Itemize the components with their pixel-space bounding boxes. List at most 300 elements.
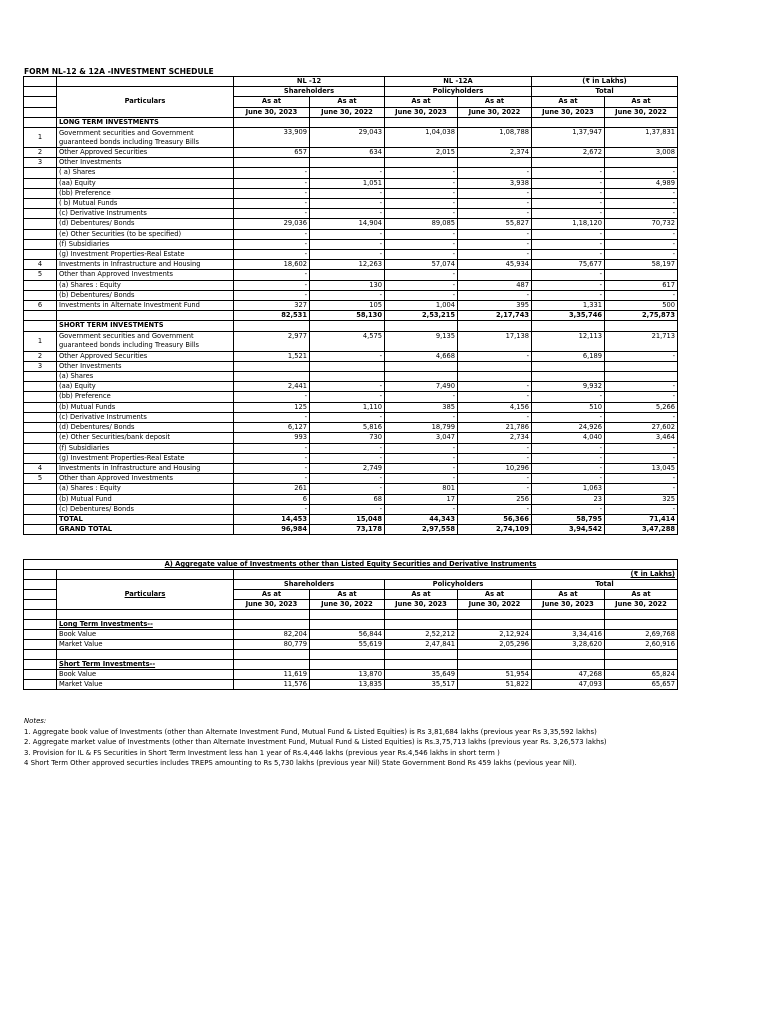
value-cell: 18,799 [385, 423, 458, 433]
value-cell: 105 [310, 301, 385, 311]
value-cell: 55,619 [310, 640, 385, 650]
value-cell [310, 117, 385, 127]
value-cell: 1,004 [385, 301, 458, 311]
row-number [24, 412, 57, 422]
value-cell: 634 [310, 148, 385, 158]
blank-cell [234, 660, 310, 670]
aggregate-value-table [23, 559, 678, 690]
table-row [24, 148, 678, 158]
aggregate-policyholders-header: Policyholders [385, 580, 532, 590]
row-number [24, 494, 57, 504]
value-cell: 510 [532, 402, 605, 412]
value-cell: - [310, 484, 385, 494]
value-cell: 2,015 [385, 148, 458, 158]
value-cell: 11,576 [234, 680, 310, 690]
value-cell: - [605, 412, 678, 422]
value-cell: 130 [310, 280, 385, 290]
value-cell: - [234, 290, 310, 300]
value-cell: 17 [385, 494, 458, 504]
value-cell: - [605, 209, 678, 219]
row-label: (b) Mutual Funds [57, 402, 234, 412]
col-date-2023: June 30, 2023 [234, 107, 310, 117]
blank-cell [458, 620, 532, 630]
value-cell: 35,649 [385, 670, 458, 680]
row-number [24, 250, 57, 260]
row-number [24, 117, 57, 127]
note-item: 3. Provision for IL & FS Securities in Short Term Investment less han 1 year of Rs.4,446 lakhs (previous year Rs.4,546 lakhs in short term ) [24, 748, 500, 757]
value-cell: - [458, 504, 532, 514]
col-asat: As at [385, 590, 458, 600]
value-cell: 13,045 [605, 463, 678, 473]
value-cell: 51,822 [458, 680, 532, 690]
value-cell: - [458, 168, 532, 178]
value-cell: 2,05,296 [458, 640, 532, 650]
value-cell: 35,517 [385, 680, 458, 690]
value-cell: 3,938 [458, 178, 532, 188]
value-cell: 5,266 [605, 402, 678, 412]
value-cell: - [605, 474, 678, 484]
value-cell: - [605, 443, 678, 453]
table-row [24, 311, 678, 321]
value-cell [234, 117, 310, 127]
value-cell: - [532, 199, 605, 209]
row-number [24, 392, 57, 402]
value-cell: 14,453 [234, 514, 310, 524]
col-asat: As at [234, 97, 310, 107]
value-cell [310, 158, 385, 168]
row-number: 4 [24, 260, 57, 270]
row-number [24, 321, 57, 331]
value-cell: - [385, 229, 458, 239]
value-cell: - [310, 209, 385, 219]
value-cell: - [458, 188, 532, 198]
value-cell [310, 270, 385, 280]
value-cell: - [385, 474, 458, 484]
value-cell: - [458, 209, 532, 219]
value-cell: 17,138 [458, 331, 532, 351]
value-cell: 71,414 [605, 514, 678, 524]
value-cell: - [385, 168, 458, 178]
blank-cell [234, 650, 310, 660]
value-cell: 3,94,542 [532, 525, 605, 535]
value-cell: 6 [234, 494, 310, 504]
value-cell: 44,343 [385, 514, 458, 524]
value-cell: 1,110 [310, 402, 385, 412]
value-cell: - [234, 270, 310, 280]
value-cell: 487 [458, 280, 532, 290]
row-number [24, 443, 57, 453]
value-cell: 6,189 [532, 351, 605, 361]
currency-header: (₹ in Lakhs) [532, 77, 678, 87]
row-label: Other Investments [57, 158, 234, 168]
col-asat: As at [310, 97, 385, 107]
row-label: (g) Investment Properties-Real Estate [57, 453, 234, 463]
value-cell: 2,17,743 [458, 311, 532, 321]
row-label: (c) Derivative Instruments [57, 209, 234, 219]
value-cell: - [385, 392, 458, 402]
blank-cell [24, 630, 57, 640]
value-cell: 82,204 [234, 630, 310, 640]
value-cell: - [458, 290, 532, 300]
row-label: (d) Debentures/ Bonds [57, 423, 234, 433]
value-cell: 18,602 [234, 260, 310, 270]
row-label: SHORT TERM INVESTMENTS [57, 321, 234, 331]
value-cell: - [458, 250, 532, 260]
value-cell: 55,827 [458, 219, 532, 229]
value-cell: 68 [310, 494, 385, 504]
value-cell: 1,051 [310, 178, 385, 188]
value-cell: - [458, 199, 532, 209]
value-cell: 13,870 [310, 670, 385, 680]
aggregate-total-header: Total [532, 580, 678, 590]
aggregate-particulars-header: Particulars [57, 580, 234, 610]
blank-cell [532, 620, 605, 630]
value-cell: 1,37,947 [532, 128, 605, 148]
blank-cell [458, 660, 532, 670]
value-cell: - [234, 178, 310, 188]
value-cell [385, 361, 458, 371]
value-cell: - [458, 443, 532, 453]
value-cell [532, 321, 605, 331]
blank-cell [24, 640, 57, 650]
value-cell: 21,713 [605, 331, 678, 351]
value-cell [385, 117, 458, 127]
value-cell: - [234, 453, 310, 463]
value-cell: - [532, 453, 605, 463]
table-row [24, 433, 678, 443]
value-cell: 82,531 [234, 311, 310, 321]
row-label: Government securities and Government guaranteed bonds including Treasury Bills [57, 128, 234, 148]
row-number [24, 209, 57, 219]
value-cell: - [532, 209, 605, 219]
header-blank-cell [57, 77, 234, 87]
value-cell: - [605, 504, 678, 514]
row-label: ( b) Mutual Funds [57, 199, 234, 209]
note-item: 2. Aggregate market value of Investments (other than Alternate Investment Fund, Mutual Fund & Listed Equities) is Rs.3,75,713 lakhs (previous year Rs. 3,26,573 lakhs) [24, 738, 607, 746]
blank-cell [24, 650, 57, 660]
col-asat: As at [458, 97, 532, 107]
table-row [24, 270, 678, 280]
row-number: 2 [24, 351, 57, 361]
table-row [24, 290, 678, 300]
value-cell: - [310, 168, 385, 178]
col-asat: As at [605, 97, 678, 107]
value-cell [532, 361, 605, 371]
col-date-2022: June 30, 2022 [458, 107, 532, 117]
table-row [24, 331, 678, 351]
table-row [24, 412, 678, 422]
table-row [24, 351, 678, 361]
value-cell: - [532, 239, 605, 249]
col-date-2023: June 30, 2023 [385, 600, 458, 610]
value-cell: 6,127 [234, 423, 310, 433]
row-label: (c) Derivative Instruments [57, 412, 234, 422]
value-cell: - [532, 250, 605, 260]
value-cell: 1,08,788 [458, 128, 532, 148]
value-cell: 1,37,831 [605, 128, 678, 148]
blank-cell [605, 610, 678, 620]
row-label: (bb) Preference [57, 188, 234, 198]
row-label: (b) Mutual Fund [57, 494, 234, 504]
value-cell: 80,779 [234, 640, 310, 650]
value-cell: 327 [234, 301, 310, 311]
value-cell: - [310, 229, 385, 239]
value-cell: 4,040 [532, 433, 605, 443]
value-cell: 89,085 [385, 219, 458, 229]
value-cell: 1,331 [532, 301, 605, 311]
value-cell: 65,824 [605, 670, 678, 680]
row-number [24, 239, 57, 249]
table-row [24, 453, 678, 463]
row-label: (aa) Equity [57, 178, 234, 188]
note-item: 4 Short Term Other approved securties includes TREPS amounting to Rs 5,730 lakhs (previous year Nil) State Government Bond Rs 459 lakhs (pevious year Nil). [24, 759, 577, 767]
policyholders-header: Policyholders [385, 87, 532, 97]
value-cell: 7,490 [385, 382, 458, 392]
value-cell: 23 [532, 494, 605, 504]
value-cell: 47,093 [532, 680, 605, 690]
value-cell: 261 [234, 484, 310, 494]
table-row [24, 209, 678, 219]
table-row [24, 443, 678, 453]
table-row [24, 372, 678, 382]
row-label: LONG TERM INVESTMENTS [57, 117, 234, 127]
blank-cell [532, 650, 605, 660]
blank-cell [385, 650, 458, 660]
value-cell: 2,977 [234, 331, 310, 351]
blank-cell [385, 620, 458, 630]
value-cell: - [385, 199, 458, 209]
nl12a-header: NL -12A [385, 77, 532, 87]
table-row [24, 494, 678, 504]
table-row [24, 250, 678, 260]
blank-cell [24, 670, 57, 680]
blank-cell [57, 610, 234, 620]
value-cell [605, 117, 678, 127]
value-cell: 29,036 [234, 219, 310, 229]
blank-cell [458, 610, 532, 620]
row-label [57, 311, 234, 321]
value-cell: 3,464 [605, 433, 678, 443]
table-row [24, 514, 678, 524]
value-cell: 801 [385, 484, 458, 494]
value-cell [234, 372, 310, 382]
value-cell: 657 [234, 148, 310, 158]
value-cell: 125 [234, 402, 310, 412]
value-cell: 10,296 [458, 463, 532, 473]
value-cell: - [234, 463, 310, 473]
value-cell: - [310, 351, 385, 361]
value-cell: 3,28,620 [532, 640, 605, 650]
value-cell: 730 [310, 433, 385, 443]
row-number [24, 525, 57, 535]
row-label: (f) Subsidiaries [57, 443, 234, 453]
value-cell: 395 [458, 301, 532, 311]
row-number [24, 168, 57, 178]
row-number: 1 [24, 331, 57, 351]
table-row [24, 423, 678, 433]
row-label: Other Approved Securities [57, 351, 234, 361]
blank-cell [605, 620, 678, 630]
value-cell: 4,156 [458, 402, 532, 412]
header-blank-cell [24, 107, 57, 117]
value-cell: - [310, 250, 385, 260]
value-cell: - [385, 463, 458, 473]
row-label: (aa) Equity [57, 382, 234, 392]
value-cell [458, 270, 532, 280]
col-date-2022: June 30, 2022 [458, 600, 532, 610]
value-cell: - [385, 239, 458, 249]
col-date-2023: June 30, 2023 [234, 600, 310, 610]
aggregate-currency: (₹ in Lakhs) [234, 570, 678, 580]
value-cell: - [385, 209, 458, 219]
row-number [24, 484, 57, 494]
row-label: (f) Subsidiaries [57, 239, 234, 249]
table-row [24, 640, 678, 650]
value-cell: 256 [458, 494, 532, 504]
value-cell: - [234, 229, 310, 239]
blank-cell [310, 610, 385, 620]
table-row [24, 128, 678, 148]
value-cell: - [385, 188, 458, 198]
row-label: (c) Debentures/ Bonds [57, 504, 234, 514]
col-date-2023: June 30, 2023 [385, 107, 458, 117]
col-asat: As at [234, 590, 310, 600]
row-label: Book Value [57, 630, 234, 640]
value-cell [605, 270, 678, 280]
table-row [24, 630, 678, 640]
value-cell: 70,732 [605, 219, 678, 229]
value-cell: 9,135 [385, 331, 458, 351]
value-cell: 2,47,841 [385, 640, 458, 650]
table-row [24, 280, 678, 290]
table-row [24, 361, 678, 371]
value-cell: 2,53,215 [385, 311, 458, 321]
value-cell: - [385, 250, 458, 260]
value-cell [458, 361, 532, 371]
value-cell [532, 158, 605, 168]
col-date-2022: June 30, 2022 [310, 600, 385, 610]
value-cell: - [234, 188, 310, 198]
value-cell: 2,52,212 [385, 630, 458, 640]
table-row [24, 321, 678, 331]
value-cell: 47,268 [532, 670, 605, 680]
value-cell [458, 321, 532, 331]
value-cell: 24,926 [532, 423, 605, 433]
blank-cell [310, 650, 385, 660]
value-cell: 3,47,288 [605, 525, 678, 535]
value-cell: - [458, 484, 532, 494]
note-item: 1. Aggregate book value of Investments (other than Alternate Investment Fund, Mutual Fund & Listed Equities) is Rs 3,81,684 lakhs (previous year Rs 3,35,592 lakhs) [24, 727, 597, 736]
value-cell: - [234, 239, 310, 249]
row-number [24, 290, 57, 300]
form-title: FORM NL-12 & 12A -INVESTMENT SCHEDULE [24, 67, 214, 76]
row-label: (e) Other Securities/bank deposit [57, 433, 234, 443]
value-cell: 2,374 [458, 148, 532, 158]
value-cell: - [532, 280, 605, 290]
row-number [24, 504, 57, 514]
row-number [24, 423, 57, 433]
row-number [24, 188, 57, 198]
value-cell [532, 117, 605, 127]
value-cell: - [385, 290, 458, 300]
value-cell: - [234, 209, 310, 219]
row-number [24, 372, 57, 382]
value-cell: - [310, 504, 385, 514]
value-cell: - [605, 290, 678, 300]
value-cell: - [532, 290, 605, 300]
value-cell: - [532, 270, 605, 280]
row-number: 3 [24, 158, 57, 168]
value-cell: - [234, 199, 310, 209]
row-number [24, 311, 57, 321]
blank-cell [24, 680, 57, 690]
value-cell: - [532, 412, 605, 422]
value-cell: - [310, 199, 385, 209]
row-label: Market Value [57, 640, 234, 650]
value-cell: - [532, 229, 605, 239]
row-number: 5 [24, 474, 57, 484]
value-cell: - [310, 382, 385, 392]
header-blank-cell [24, 77, 57, 87]
value-cell: 2,69,768 [605, 630, 678, 640]
table-row [24, 199, 678, 209]
value-cell: 9,932 [532, 382, 605, 392]
value-cell: - [532, 443, 605, 453]
col-date-2023: June 30, 2023 [532, 107, 605, 117]
table-row [24, 178, 678, 188]
value-cell: - [532, 463, 605, 473]
value-cell: 617 [605, 280, 678, 290]
col-date-2022: June 30, 2022 [605, 600, 678, 610]
value-cell: 385 [385, 402, 458, 412]
row-number: 3 [24, 361, 57, 371]
value-cell: - [605, 250, 678, 260]
row-number: 4 [24, 463, 57, 473]
value-cell: - [532, 392, 605, 402]
value-cell [234, 321, 310, 331]
table-row [24, 158, 678, 168]
table-row [24, 260, 678, 270]
value-cell: - [458, 351, 532, 361]
value-cell [234, 361, 310, 371]
col-asat: As at [458, 590, 532, 600]
value-cell: - [532, 474, 605, 484]
value-cell: - [234, 474, 310, 484]
value-cell: 4,668 [385, 351, 458, 361]
value-cell: 2,749 [310, 463, 385, 473]
value-cell: 75,677 [532, 260, 605, 270]
total-header: Total [532, 87, 678, 97]
value-cell: 12,263 [310, 260, 385, 270]
row-number [24, 382, 57, 392]
row-number: 5 [24, 270, 57, 280]
value-cell: 325 [605, 494, 678, 504]
value-cell: - [234, 250, 310, 260]
value-cell: 33,909 [234, 128, 310, 148]
blank-cell [605, 650, 678, 660]
table-row [24, 484, 678, 494]
value-cell: 3,35,746 [532, 311, 605, 321]
row-label: (a) Shares [57, 372, 234, 382]
value-cell: - [532, 168, 605, 178]
value-cell: - [458, 382, 532, 392]
value-cell: - [385, 178, 458, 188]
value-cell: 4,575 [310, 331, 385, 351]
value-cell [605, 372, 678, 382]
value-cell: - [532, 504, 605, 514]
value-cell: 58,130 [310, 311, 385, 321]
value-cell: 5,816 [310, 423, 385, 433]
